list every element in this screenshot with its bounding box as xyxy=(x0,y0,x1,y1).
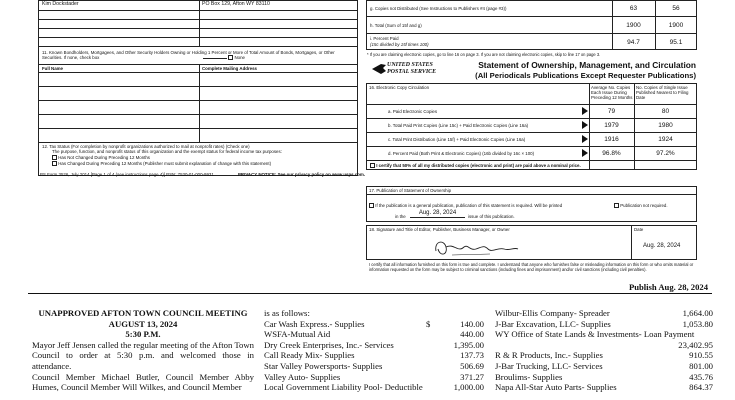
general-checkbox[interactable] xyxy=(369,203,374,208)
article-body2: Council Member Michael Butler, Council Member Abby Humes, Council Member Will Wilkes, and Council Member xyxy=(32,371,254,393)
form-footer-left: PS Form 3526, July 2014 [Page 1 of 4 (see instructions page 4)] PSN: 7530-01-000-9931 xyxy=(40,172,214,177)
article-body: Mayor Jeff Jensen called the regular meeting of the Afton Town Council to order at 5:30 p.m. and welcomed those in attendance. xyxy=(32,339,254,371)
expense-row: Car Wash Express.- Supplies $ 140.00 xyxy=(264,318,484,329)
owner-name: Kim Dockstader xyxy=(42,1,79,7)
row-h-label: h. Total (Sum of 15f and g) xyxy=(370,23,422,28)
row16d-v2: 97.2% xyxy=(656,150,675,157)
row-i-sub: (15c divided by 15f times 100) xyxy=(370,42,429,47)
checkbox[interactable] xyxy=(52,161,57,166)
expense-row: WY Office of State Lands & Investments- Loan Payment xyxy=(495,329,695,340)
checkbox[interactable] xyxy=(52,155,57,160)
expense-row: Broulims- Supplies 435.76 xyxy=(495,371,713,382)
item11-none: None xyxy=(203,55,245,60)
usps-line2: POSTAL SERVICE xyxy=(387,69,437,75)
eagle-icon xyxy=(372,63,386,75)
expenses-intro: is as follows: xyxy=(264,308,310,318)
arrow-icon xyxy=(582,149,588,157)
row-i-label: i. Percent Paid xyxy=(370,36,399,41)
item12-label: 12. Tax Status (For completion by nonprofit organizations authorized to mail at nonprofit rates) (Check one) xyxy=(42,144,250,149)
item16-head2: No. Copies of Single Issue Published Nearest to Filing Date xyxy=(636,85,689,101)
tax-option-not-changed[interactable]: Has Not Changed During Preceding 12 Months xyxy=(52,155,150,160)
row16c-label: c. Total Print Distribution (Line 15f) + Paid Electronic Copies (Line 16a) xyxy=(388,137,526,142)
form-title: Statement of Ownership, Management, and Circulation xyxy=(478,60,696,70)
item18-date: Aug. 28, 2024 xyxy=(643,243,681,249)
expense-row: Dry Creek Enterprises, Inc.- Services 1,395.00 xyxy=(264,339,484,350)
expenses-mid-column xyxy=(264,308,484,393)
usps-logo xyxy=(372,60,437,80)
arrow-icon xyxy=(582,135,588,143)
expense-row: WSFA-Mutual Aid 440.00 xyxy=(264,329,484,340)
col-mailing-address: Complete Mailing Address xyxy=(202,66,257,71)
item17-label: 17. Publication of Statement of Ownership xyxy=(369,188,452,193)
expense-row: Wilbur-Ellis Company- Spreader 1,664.00 xyxy=(495,308,713,318)
expense-row: Call Ready Mix- Supplies 137.73 xyxy=(264,350,484,361)
row16a-label: a. Paid Electronic Copies xyxy=(388,109,438,114)
row16a-v1: 79 xyxy=(607,108,616,115)
privacy-notice: PRIVACY NOTICE: See our privacy policy on www.usps.com. xyxy=(238,172,366,177)
none-checkbox[interactable] xyxy=(228,55,233,60)
item17-issue-date: Aug. 28, 2024 xyxy=(410,210,465,218)
certify-checkbox[interactable] xyxy=(370,163,375,168)
row16b-label: b. Total Paid Print Copies (Line 15c) + Paid Electronic Copies (Line 16a) xyxy=(388,123,529,128)
item12-sub: The purpose, function, and nonprofit status of this organization and the exempt status for federal income tax purposes: xyxy=(52,149,282,154)
electronic-note: * If you are claiming electronic copies, go to line 16 on page 3. If you are not claiming electronic copies, skip to line 17 on page 3. xyxy=(367,52,601,57)
not-required-checkbox[interactable] xyxy=(614,203,619,208)
section-divider xyxy=(28,293,712,294)
publish-date: Publish Aug. 28, 2024 xyxy=(628,282,708,292)
usps-line1: UNITED STATES xyxy=(387,62,433,68)
arrow-icon xyxy=(582,121,588,129)
expense-row: R & R Products, Inc.- Supplies 910.55 xyxy=(495,350,713,361)
row-g-v1: 63 xyxy=(629,5,638,12)
expense-row: Local Government Liability Pool- Deductible 1,000.00 xyxy=(264,382,484,393)
certify-text: I certify that all information furnished on this form is true and complete. I understand that anyone who furnishes false or misleading information on this form or who omits material or information requested on the form may be subject to criminal sanctions (including fines and imprisonment) and/or civil sanctions (including civil penalties). xyxy=(369,262,694,272)
form-subtitle: (All Periodicals Publications Except Requester Publications) xyxy=(475,71,696,80)
row16c-v1: 1916 xyxy=(604,136,619,143)
row-g-label: g. Copies not Distributed (See Instructions to Publishers #4 (page #3)) xyxy=(370,6,507,11)
row-i-v2: 95.1 xyxy=(669,39,683,46)
expense-row: Valley Auto- Supplies 371.27 xyxy=(264,371,484,382)
article-heading3: 5:30 P.M. xyxy=(125,329,161,340)
item17-not-required[interactable]: Publication not required. xyxy=(614,203,668,208)
row16b-v1: 1979 xyxy=(604,122,619,129)
owner-address: PO Box 129, Afton WY 83110 xyxy=(202,1,270,7)
expense-row: J-Bar Excavation, LLC- Supplies 1,053.80 xyxy=(495,318,713,329)
article-column xyxy=(32,308,254,393)
item18-label: 18. Signature and Title of Editor, Publisher, Business Manager, or Owner xyxy=(369,227,510,232)
item18-date-label: Date xyxy=(634,227,644,232)
row-i-v1: 94.7 xyxy=(627,39,640,46)
item16-head1: Average No. Copies Each Issue During Preceding 12 Months xyxy=(591,85,633,101)
row16a-v2: 80 xyxy=(661,108,670,115)
item17-general[interactable]: If the publication is a general publication, publication of this statement is required. Will be printed xyxy=(369,203,562,208)
row16c-v2: 1924 xyxy=(658,136,673,143)
row-g-v2: 56 xyxy=(672,5,680,12)
expenses-right-column xyxy=(495,308,713,393)
row16b-v2: 1980 xyxy=(658,122,673,129)
arrow-icon xyxy=(582,107,588,115)
expense-row: Star Valley Powersports- Supplies 506.69 xyxy=(264,360,484,371)
row16d-label: d. Percent Paid (Both Print & Electronic Copies) (16b divided by 16c × 100) xyxy=(388,151,535,156)
expense-row: J-Bar Trucking, LLC- Services 801.00 xyxy=(495,360,713,371)
article-heading2: AUGUST 13, 2024 xyxy=(108,318,178,329)
row-h-v1: 1900 xyxy=(626,22,641,29)
row-h-v2: 1900 xyxy=(668,22,684,29)
item11-label: 11. Known Bondholders, Mortgagees, and Other Security Holders Owning or Holding 1 Percent or More of Total Amount of Bonds, Mortgages, or Other Securities. If none, check box xyxy=(42,50,335,61)
article-heading1: UNAPPROVED AFTON TOWN COUNCIL MEETING xyxy=(38,308,248,318)
item17-in-the: in the xyxy=(395,214,406,219)
expense-row: 23,402.95 xyxy=(678,339,713,350)
signature-image xyxy=(430,237,520,259)
tax-option-changed[interactable]: Has Changed During Preceding 12 Months (Publisher must submit explanation of change with this statement) xyxy=(52,161,271,166)
expense-row: Napa All-Star Auto Parts- Supplies 864.37 xyxy=(495,382,713,393)
row16d-v1: 96.8% xyxy=(602,150,621,157)
item16-label: 16. Electronic Copy Circulation xyxy=(369,85,430,90)
certify-50[interactable]: I certify that 50% of all my distributed copies (electronic and print) are paid above a nominal price. xyxy=(370,163,581,168)
item17-issue-suffix: issue of this publication. xyxy=(468,214,515,219)
col-full-name: Full Name xyxy=(42,66,63,71)
